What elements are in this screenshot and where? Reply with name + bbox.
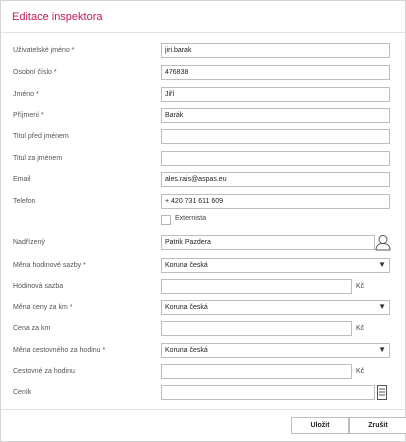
row-title-before [1,129,405,146]
price-per-km-input[interactable] [161,321,352,336]
caret-down-icon: ▼ [378,260,386,269]
username-input[interactable]: jiri.barak [161,43,390,58]
cancel-button[interactable]: Zrušit [349,417,406,434]
row-personal-number [1,65,405,82]
row-supervisor [1,235,405,252]
row-external [1,214,405,231]
title-before-input[interactable] [161,129,390,144]
personal-number-input[interactable]: 476838 [161,65,390,80]
price-list-input[interactable] [161,385,375,400]
travel-per-hour-label: Cestovné za hodinu [13,368,75,375]
username-label: Uživatelské jméno * [13,47,75,54]
price-per-km-unit: Kč [356,325,365,332]
price-list-label: Ceník [13,389,32,396]
dialog-title: Editace inspektora [12,11,103,23]
travel-hourly-currency-select[interactable] [161,343,390,358]
hourly-rate-currency-select[interactable] [161,258,390,273]
row-first-name [1,87,405,104]
email-input[interactable]: ales.rais@aspas.eu [161,172,390,187]
row-price-per-km [1,321,405,338]
supervisor-input[interactable]: Patrik Pazdera [161,235,375,250]
row-last-name [1,108,405,125]
travel-per-hour-unit: Kč [356,368,365,375]
first-name-label: Jméno * [13,91,39,98]
personal-number-label: Osobní číslo * [13,69,57,76]
travel-per-hour-input[interactable] [161,364,352,379]
row-phone [1,194,405,211]
save-button[interactable]: Uložit [291,417,349,434]
list-icon[interactable] [377,385,387,400]
phone-input[interactable]: + 420 731 611 609 [161,194,390,209]
hourly-rate-input[interactable] [161,279,352,294]
hourly-rate-currency-value: Koruna česká [165,262,208,269]
title-after-input[interactable] [161,151,390,166]
row-hourly-rate-currency [1,258,405,275]
row-price-list [1,385,405,402]
hourly-rate-currency-label: Měna hodinové sazby * [13,262,86,269]
title-divider [1,32,405,33]
row-title-after [1,151,405,168]
phone-label: Telefon [13,198,36,205]
user-icon[interactable] [375,234,391,251]
last-name-input[interactable]: Barák [161,108,390,123]
row-travel-per-hour [1,364,405,381]
caret-down-icon: ▼ [378,345,386,354]
row-price-per-km-currency [1,300,405,317]
title-after-label: Titul za jménem [13,155,63,162]
travel-hourly-currency-value: Koruna česká [165,347,208,354]
row-hourly-rate [1,279,405,296]
external-label: Externista [175,215,207,222]
price-per-km-label: Cena za km [13,325,51,332]
caret-down-icon: ▼ [378,302,386,311]
travel-hourly-currency-label: Měna cestovného za hodinu * [13,347,106,354]
row-email [1,172,405,189]
external-checkbox[interactable] [161,215,171,225]
last-name-label: Příjmení * [13,112,44,119]
price-per-km-currency-label: Měna ceny za km * [13,304,73,311]
first-name-input[interactable]: Jiří [161,87,390,102]
row-username [1,43,405,60]
email-label: Email [13,176,31,183]
price-per-km-currency-select[interactable] [161,300,390,315]
hourly-rate-label: Hodinová sazba [13,283,64,290]
title-before-label: Titul před jménem [13,133,69,140]
price-per-km-currency-value: Koruna česká [165,304,208,311]
row-travel-hourly-currency [1,343,405,360]
supervisor-label: Nadřízený [13,239,45,246]
hourly-rate-unit: Kč [356,283,365,290]
footer-divider [1,409,405,410]
